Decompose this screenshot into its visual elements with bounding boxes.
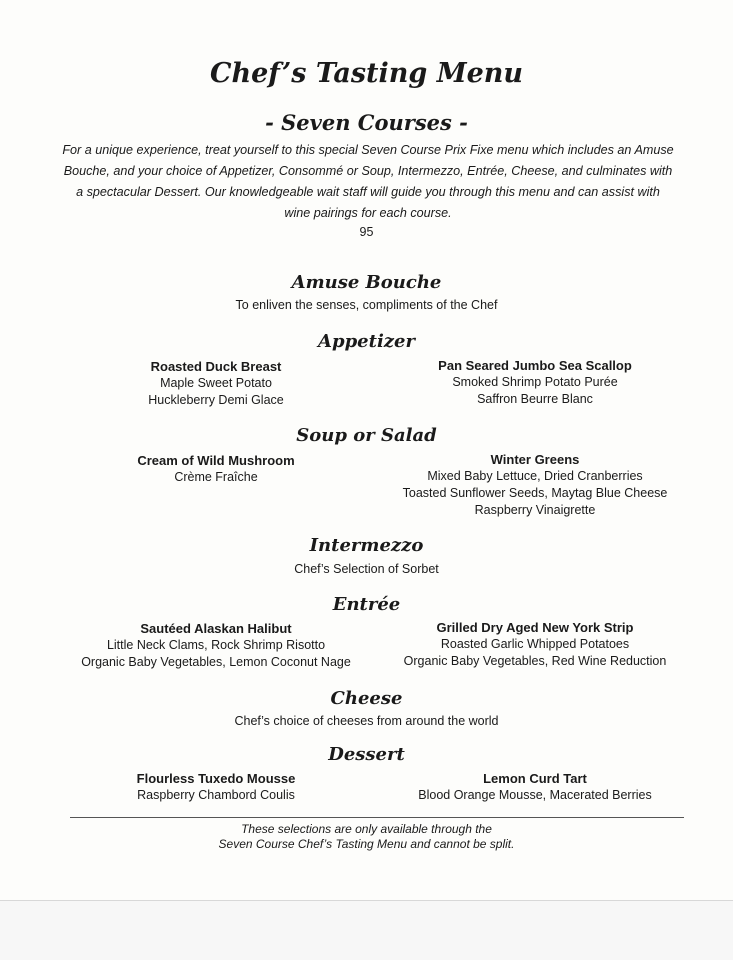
dessert-option-right bbox=[372, 770, 698, 804]
cheese-description: Chef’s choice of cheeses from around the world bbox=[234, 714, 499, 728]
dish-detail: Raspberry Vinaigrette bbox=[474, 503, 596, 517]
dish-detail: Little Neck Clams, Rock Shrimp Risotto bbox=[106, 638, 326, 652]
dish-detail: Crème Fraîche bbox=[174, 470, 258, 484]
page-margin bbox=[0, 901, 733, 960]
course-heading-intermezzo: Intermezzo bbox=[309, 535, 424, 556]
dish-detail: Maple Sweet Potato bbox=[160, 376, 272, 390]
course-heading-amuse-bouche: Amuse Bouche bbox=[291, 272, 442, 293]
course-heading-cheese: Cheese bbox=[330, 688, 403, 709]
dish-detail: Huckleberry Demi Glace bbox=[148, 393, 284, 407]
page-title: Chef’s Tasting Menu bbox=[209, 58, 524, 89]
dish-detail: Mixed Baby Lettuce, Dried Cranberries bbox=[427, 469, 643, 483]
course-heading-dessert: Dessert bbox=[328, 744, 405, 765]
course-heading-soup-or-salad: Soup or Salad bbox=[296, 425, 437, 446]
price: 95 bbox=[359, 225, 374, 239]
amuse-bouche-description: To enliven the senses, compliments of the Chef bbox=[235, 298, 498, 312]
dish-detail: Blood Orange Mousse, Macerated Berries bbox=[418, 788, 652, 802]
entree-option-right bbox=[372, 619, 698, 670]
dessert-option-left bbox=[60, 770, 372, 804]
course-heading-entree: Entrée bbox=[332, 594, 401, 615]
dish-detail: Organic Baby Vegetables, Lemon Coconut Nage bbox=[81, 655, 351, 669]
footer-line: Seven Course Chef’s Tasting Menu and cannot be split. bbox=[218, 837, 515, 851]
dish-detail: Raspberry Chambord Coulis bbox=[137, 788, 295, 802]
footer-divider bbox=[70, 817, 684, 818]
footer-line: These selections are only available through the bbox=[241, 822, 492, 836]
intermezzo-description: Chef’s Selection of Sorbet bbox=[294, 562, 439, 576]
dish-detail: Organic Baby Vegetables, Red Wine Reduction bbox=[403, 654, 667, 668]
dish-name: Flourless Tuxedo Mousse bbox=[136, 771, 296, 786]
dish-name: Sautéed Alaskan Halibut bbox=[140, 621, 292, 636]
appetizer-option-right bbox=[372, 357, 698, 408]
dish-name: Pan Seared Jumbo Sea Scallop bbox=[438, 358, 632, 373]
entree-option-left bbox=[60, 620, 372, 671]
dish-detail: Roasted Garlic Whipped Potatoes bbox=[440, 637, 630, 651]
dish-name: Roasted Duck Breast bbox=[150, 359, 282, 374]
footer-note bbox=[0, 822, 733, 852]
dish-detail: Smoked Shrimp Potato Purée bbox=[452, 375, 618, 389]
course-heading-appetizer: Appetizer bbox=[318, 331, 415, 352]
page-subtitle: - Seven Courses - bbox=[265, 110, 468, 135]
dish-name: Cream of Wild Mushroom bbox=[137, 453, 295, 468]
soup-option-left bbox=[60, 452, 372, 486]
dish-detail: Toasted Sunflower Seeds, Maytag Blue Cheese bbox=[402, 486, 668, 500]
dish-name: Grilled Dry Aged New York Strip bbox=[436, 620, 634, 635]
dish-name: Lemon Curd Tart bbox=[483, 771, 587, 786]
dish-name: Winter Greens bbox=[490, 452, 580, 467]
intro-paragraph: For a unique experience, treat yourself to this special Seven Course Prix Fixe menu which includes an Amuse Bouche, and your choice of Appetizer, Consommé or Soup, Intermezzo, Entrée, Cheese, and culminates with a spectacular Dessert. Our knowledgeable wait staff will guide you through this menu and can assist with wine pairings for each course. bbox=[62, 143, 674, 220]
dish-detail: Saffron Beurre Blanc bbox=[477, 392, 593, 406]
appetizer-option-left bbox=[60, 358, 372, 409]
salad-option-right bbox=[372, 451, 698, 519]
